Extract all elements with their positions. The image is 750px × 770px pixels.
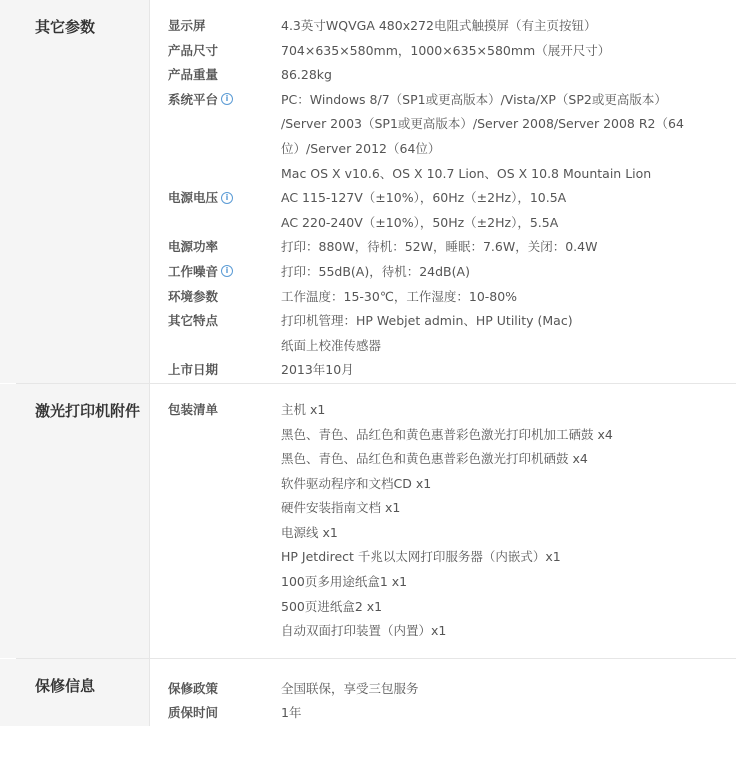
spec-value-line: 软件驱动程序和文档CD x1	[281, 475, 432, 491]
spec-row	[150, 677, 736, 702]
spec-label-text: 显示屏	[168, 18, 206, 33]
spec-values	[281, 186, 736, 235]
spec-values	[281, 39, 736, 64]
info-icon[interactable]: i	[221, 93, 233, 105]
spec-label-text: 系统平台	[168, 91, 219, 107]
spec-value-line: 打印：880W，待机：52W，睡眠：7.6W，关闭：0.4W	[281, 239, 598, 255]
spec-row	[150, 88, 736, 186]
spec-value-line: 1年	[281, 705, 302, 721]
spec-value-line: 4.3英寸WQVGA 480x272电阻式触摸屏（有主页按钮）	[281, 18, 597, 33]
spec-label-text: 电源电压	[168, 190, 219, 206]
section-accessories	[0, 384, 736, 658]
info-icon[interactable]: i	[221, 265, 233, 277]
spec-value-line: /Server 2003（SP1或更高版本）/Server 2008/Server 2008 R2（64	[281, 116, 684, 132]
spec-values	[281, 677, 736, 702]
spec-values	[281, 14, 736, 39]
section-body	[150, 398, 736, 658]
spec-value-line: 工作温度：15-30℃，工作湿度：10-80%	[281, 288, 518, 304]
spec-row	[150, 398, 736, 644]
section-title: 激光打印机附件	[0, 384, 150, 658]
spec-values	[281, 309, 736, 358]
spec-value-line: Mac OS X v10.6、OS X 10.7 Lion、OS X 10.8 Mountain Lion	[281, 165, 652, 181]
spec-label	[150, 701, 281, 726]
spec-value-line: 500页进纸盒2 x1	[281, 598, 383, 614]
section-warranty	[0, 659, 736, 726]
spec-label	[150, 398, 281, 644]
spec-row	[150, 701, 736, 726]
spec-row	[150, 309, 736, 358]
spec-label	[150, 285, 281, 310]
section-other-params	[0, 0, 736, 383]
spec-label-text: 上市日期	[168, 362, 219, 378]
section-title: 其它参数	[0, 0, 150, 383]
spec-value-line: 黑色、青色、品红色和黄色惠普彩色激光打印机加工硒鼓 x4	[281, 426, 613, 442]
spec-value-line: 100页多用途纸盒1 x1	[281, 574, 408, 590]
spec-value-line: AC 115-127V（±10%），60Hz（±2Hz），10.5A	[281, 190, 567, 206]
spec-label	[150, 39, 281, 64]
spec-label-text: 保修政策	[168, 680, 219, 696]
section-title: 保修信息	[0, 659, 150, 726]
spec-row	[150, 260, 736, 285]
spec-label-text: 包装清单	[168, 401, 219, 417]
spec-label	[150, 63, 281, 88]
spec-row	[150, 285, 736, 310]
spec-values	[281, 398, 736, 644]
spec-row	[150, 14, 736, 39]
spec-label	[150, 88, 281, 186]
spec-label-text: 工作噪音	[168, 263, 219, 279]
spec-label	[150, 14, 281, 39]
spec-label	[150, 235, 281, 260]
spec-label-text: 质保时间	[168, 705, 219, 721]
spec-value-line: 全国联保，享受三包服务	[281, 680, 419, 696]
spec-value-line: PC：Windows 8/7（SP1或更高版本）/Vista/XP（SP2或更高版本）	[281, 91, 667, 107]
spec-row	[150, 186, 736, 235]
spec-label-text: 环境参数	[168, 288, 219, 304]
spec-values	[281, 88, 736, 186]
spec-values	[281, 235, 736, 260]
spec-value-line: 86.28kg	[281, 67, 332, 83]
spec-label	[150, 309, 281, 358]
spec-value-line: 纸面上校准传感器	[281, 337, 382, 353]
spec-value-line: AC 220-240V（±10%），50Hz（±2Hz），5.5A	[281, 214, 559, 230]
spec-label	[150, 358, 281, 383]
spec-value-line: 硬件安装指南文档 x1	[281, 500, 401, 516]
section-body	[150, 14, 736, 383]
spec-value-line: 位）/Server 2012（64位）	[281, 140, 441, 156]
spec-value-line: 自动双面打印装置（内置）x1	[281, 623, 447, 639]
spec-values	[281, 285, 736, 310]
info-icon[interactable]: i	[221, 192, 233, 204]
spec-label-text: 产品尺寸	[168, 42, 219, 58]
spec-value-line: 主机 x1	[281, 401, 326, 417]
spec-label	[150, 186, 281, 235]
section-body	[150, 673, 736, 726]
spec-values	[281, 63, 736, 88]
spec-value-line: 2013年10月	[281, 362, 354, 378]
spec-value-line: 电源线 x1	[281, 524, 338, 540]
spec-value-line: 黑色、青色、品红色和黄色惠普彩色激光打印机硒鼓 x4	[281, 451, 588, 467]
spec-values	[281, 701, 736, 726]
spec-row	[150, 358, 736, 383]
spec-row	[150, 63, 736, 88]
spec-label-text: 电源功率	[168, 239, 219, 255]
spec-label-text: 其它特点	[168, 313, 219, 329]
spec-value-line: 打印：55dB(A)，待机：24dB(A)	[281, 263, 470, 279]
spec-label	[150, 677, 281, 702]
spec-label	[150, 260, 281, 285]
spec-values	[281, 260, 736, 285]
spec-values	[281, 358, 736, 383]
spec-value-line: 打印机管理：HP Webjet admin、HP Utility (Mac)	[281, 313, 573, 329]
spec-row	[150, 39, 736, 64]
spec-value-line: HP Jetdirect 千兆以太网打印服务器（内嵌式）x1	[281, 549, 561, 565]
spec-value-line: 704×635×580mm，1000×635×580mm（展开尺寸）	[281, 42, 611, 58]
spec-row	[150, 235, 736, 260]
spec-label-text: 产品重量	[168, 67, 219, 83]
